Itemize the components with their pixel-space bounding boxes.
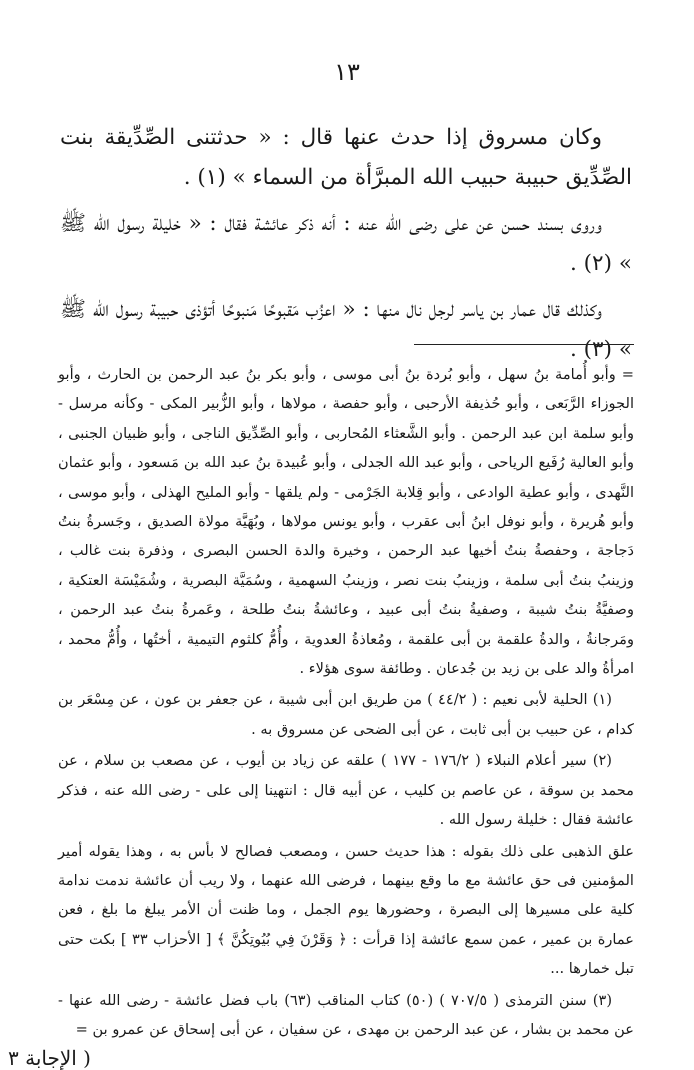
footnote-1: (١) الحلية لأبى نعيم : ( ٤٤/٢ ) من طريق ابن أبى شيبة ، عن جعفر بن عون ، عن مِسْعَر بن كدام ، عن حبيب بن أبى ثابت ، عن أبى الضحى عن مسروق به . bbox=[58, 691, 634, 738]
footnote-2: (٢) سير أعلام النبلاء ( ١٧٦/٢ - ١٧٧ ) علقه عن زياد بن أيوب ، عن مصعب بن سلام ، عن محمد بن سوقة ، عن عاصم بن كليب ، عن أبيه قال : انتهينا إلى على - رضى الله عنه ، فذكر عائشة فقال : خليلة رسول الله . bbox=[58, 752, 634, 829]
main-paragraph: وكذلك قال عمار بن ياسر لرجل نال منها : « اعزُب مَقبوحًا مَنبوحًا أتؤذى حبيبة رسول الله ﷺ » (٣) . bbox=[60, 297, 632, 362]
footnotes bbox=[58, 360, 634, 1046]
footnote-continuation: = وأبو أُمامة بنُ سهل ، وأبو بُردة بنُ أبى موسى ، وأبو بكر بنُ عبد الرحمن بن الحارث ، وأبو الجوزاء الرَّبَعى ، وأبو حُذيفة الأرحبى ، وأبو حفصة ، مولاها ، وأبو الزُّبير المكى - وكأنه مرسل - وأبو سلمة ابن عبد الرحمن . وأبو الشَّعثاء المُحاربى ، وأبو الصِّدِّيق الناجى ، وأبو ظبيان الجنبى ، وأبو العالية رُفَيع الرياحى ، وأبو عبد الله الجدلى ، وأبو عُبيدة بنُ عبد الله بن مَسعود ، وأبو عثمان النَّهدى ، وأبو عطية الوادعى ، وأبو قِلابة الجَرْمى - ولم يلقها - وأبو المليح الهذلى ، وأبو موسى ، وأبو هُريرة ، وأبو نوفل ابنُ أبى عقرب ، وأبو يونس مولاها ، وبُهَيَّة مولاة الصديق ، وجَسرةُ بنتُ دَجاجة ، وحفصةُ بنتُ أخيها عبد الرحمن ، وخيرة والدة الحسن البصرى ، وذفرة بنت غالب ، وزينبُ بنتُ أبى سلمة ، وزينبُ بنت نصر ، وزينبُ السهمية ، وسُمَيَّة البصرية ، وشُمَيْسَة العتكية ، وصفيَّةُ بنتُ شيبة ، وصفيةُ بنتُ أبى عبيد ، وعائشةُ بنتُ طلحة ، وعَمرةُ بنتُ عبد الرحمن ، ومَرجانةُ ، والدةُ علقمة بن أبى علقمة ، ومُعاذةُ العدوية ، وأُمُّ كلثوم التيمية ، أختُها ، وأُمُّ محمد ، امرأةُ والد على بن زيد بن جُدعان . وطائفة سوى هؤلاء . bbox=[58, 366, 634, 678]
main-paragraph: وروى بسند حسن عن على رضى الله عنه : أنه ذكر عائشة فقال : « خليلة رسول الله ﷺ » (٢) . bbox=[60, 211, 632, 276]
main-paragraph: وكان مسروق إذا حدث عنها قال : « حدثتنى الصِّدِّيقة بنت الصِّدِّيق حبيبة حبيب الله المبرَّأة من السماء » (١) . bbox=[60, 125, 632, 190]
page-number: ١٣ bbox=[334, 58, 360, 86]
footnote-3: (٣) سنن الترمذى ( ٧٠٧/٥ ) (٥٠) كتاب المناقب (٦٣) باب فضل عائشة - رضى الله عنها - عن محمد بن بشار ، عن عبد الرحمن بن مهدى ، عن سفيان ، عن أبى إسحاق عن عمرو بن = bbox=[58, 991, 634, 1038]
running-footer: ( الإجابة ٣ bbox=[8, 1046, 91, 1070]
main-text bbox=[60, 118, 632, 376]
footnote-divider bbox=[414, 344, 634, 345]
footnote-2-commentary: علق الذهبى على ذلك بقوله : هذا حديث حسن ، ومصعب فصالح لا بأس به ، وهذا يقوله أمير المؤمنين فى حق عائشة مع ما وقع بينهما ، فرضى الله عنهما ، ولا ريب أن عائشة ندمت ندامة كلية على مسيرها إلى البصرة ، وحضورها يوم الجمل ، وما ظنت أن الأمر يبلغ ما بلغ ، فعن عمارة بن عمير ، عمن سمع عائشة إذا قرأت : ﴿ وَقَرْنَ فِي بُيُوتِكُنَّ ﴾ [ الأحزاب ٣٣ ] بكت حتى تبل خمارها ... bbox=[58, 842, 634, 978]
